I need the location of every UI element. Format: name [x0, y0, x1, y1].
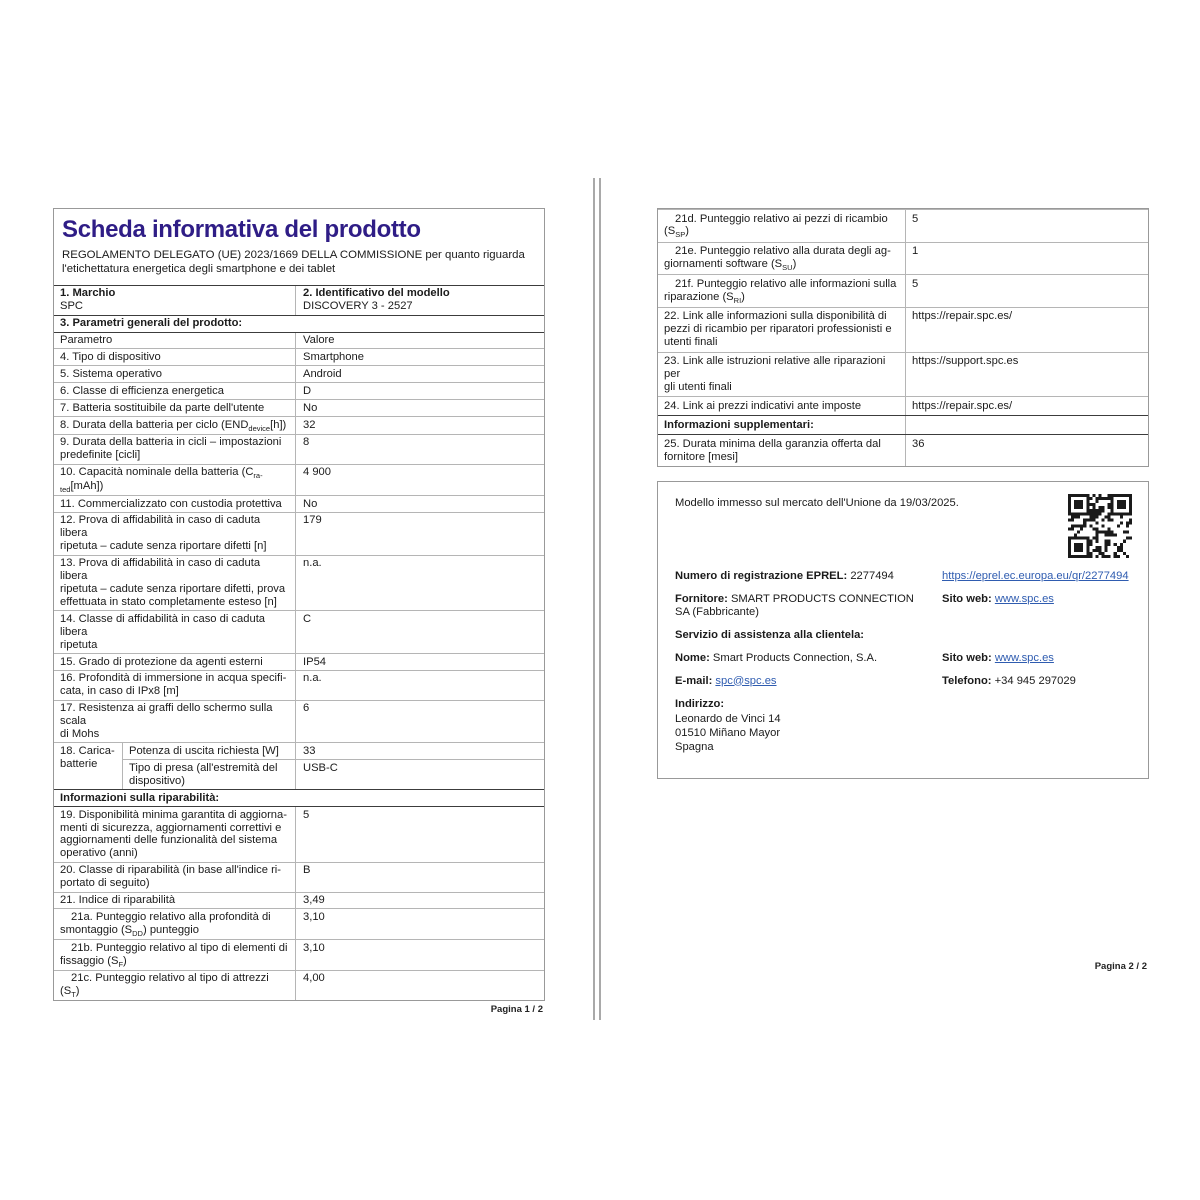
row-value: 6 — [303, 702, 310, 715]
row-value: 1 — [912, 245, 919, 258]
table-row — [54, 434, 544, 464]
row-label: Parametro — [54, 333, 296, 349]
table-row — [658, 242, 1148, 275]
email-label: E-mail: — [675, 674, 713, 687]
table-row — [658, 352, 1148, 397]
row-value: B — [303, 864, 311, 877]
row-value: 4 900 — [303, 466, 331, 479]
eprel-registration — [675, 570, 942, 583]
row-label: 20. Classe di riparabilità (in base all'indice ri- portato di seguito) — [54, 863, 296, 892]
table-subrow — [123, 743, 544, 759]
row-label: 19. Disponibilità minima garantita di aggiorna- menti di sicurezza, aggiornamenti correttivi e aggiornamenti delle funzionalità del sistema operativo (anni) — [54, 807, 296, 862]
row-label: 21e. Punteggio relativo alla durata degli ag- giornamenti software $(S_{SU})$ — [658, 243, 906, 275]
row-label: 14. Classe di affidabilità in caso di caduta libera ripetuta — [54, 611, 296, 653]
row-value: No — [303, 401, 318, 414]
telefono-label: Telefono: — [942, 674, 992, 687]
servizio-label: Servizio di assistenza alla clientela: — [675, 628, 865, 641]
row-label: 12. Prova di affidabilità in caso di caduta libera ripetuta – cadute senza riportare difetti [n] — [54, 513, 296, 555]
table-row — [658, 434, 1148, 466]
supplier-info-box — [657, 481, 1149, 779]
regulation-subtitle: REGOLAMENTO DELEGATO (UE) 2023/1669 DELLA COMMISSIONE per quanto riguarda l'etichettatura energetica degli smartphone e dei tablet — [62, 249, 525, 276]
row-label: 8. Durata della batteria per ciclo $(END_{device}[h])$ — [54, 417, 296, 434]
sito-web-label: Sito web: — [942, 592, 992, 605]
table-row — [54, 399, 544, 416]
row-value: USB-C — [303, 761, 338, 774]
table-row — [54, 806, 544, 862]
row-label: 17. Resistenza ai graffi dello schermo sulla scala di Mohs — [54, 701, 296, 743]
row-value: C — [303, 612, 312, 625]
row-label: Tipo di presa (all'estremità del dispositivo) — [123, 760, 296, 789]
section-header: Informazioni supplementari: — [658, 416, 906, 434]
table-row — [658, 274, 1148, 307]
row-label: 21c. Punteggio relativo al tipo di attrezzi $(S_T)$ — [54, 971, 296, 1001]
row-value: 3,49 — [303, 894, 325, 907]
repairability-links-table — [658, 209, 1148, 466]
row-value: No — [303, 497, 318, 510]
email — [675, 675, 942, 688]
row-label: Potenza di uscita richiesta [W] — [123, 743, 296, 759]
row-label: 4. Tipo di dispositivo — [54, 349, 296, 365]
eprel-row — [675, 570, 1132, 583]
table-row — [54, 789, 544, 806]
address-line: 01510 Miñano Mayor — [675, 726, 781, 739]
row-value: n.a. — [303, 557, 322, 570]
section-header: 3. Parametri generali del prodotto: — [60, 317, 243, 330]
section-header-value — [906, 416, 1148, 434]
row-label: 16. Profondità di immersione in acqua specifi- cata, in caso di IPx8 [m] — [54, 671, 296, 700]
eprel-number: 2277494 — [850, 569, 894, 582]
row-value: IP54 — [303, 655, 327, 668]
page-1 — [53, 208, 545, 1015]
eprel-link[interactable]: https://eprel.ec.europa.eu/qr/2277494 — [942, 569, 1129, 582]
row-value: 32 — [303, 418, 316, 431]
row-value: n.a. — [303, 672, 322, 685]
market-entry-row — [675, 496, 1132, 558]
row-label: 11. Commercializzato con custodia protettiva — [54, 496, 296, 512]
brand-cell: 1. Marchio SPC — [54, 286, 296, 315]
sito-web2-label: Sito web: — [942, 651, 992, 664]
table-row — [54, 512, 544, 555]
nome — [675, 652, 942, 665]
page-2 — [657, 208, 1149, 972]
page1-content-box — [53, 208, 545, 1001]
row-value: 5 — [912, 212, 919, 225]
row-label: 21. Indice di riparabilità — [54, 893, 296, 909]
table-row — [54, 908, 544, 939]
table-row — [54, 382, 544, 399]
table-row — [54, 862, 544, 892]
fornitore — [675, 593, 942, 619]
indirizzo-block — [675, 697, 1132, 754]
fornitore-label: Fornitore: — [675, 592, 728, 605]
row-label: 21a. Punteggio relativo alla profondità di smontaggio $(S_{DD})$ punteggio — [54, 909, 296, 939]
row-label: 22. Link alle informazioni sulla disponibilità di pezzi di ricambio per riparatori professionisti e utenti finali — [658, 308, 906, 352]
sito-web2-link[interactable]: www.spc.es — [994, 651, 1054, 664]
table-row — [54, 742, 544, 789]
address-line: Leonardo de Vinci 14 — [675, 712, 781, 725]
table-row — [54, 653, 544, 670]
table-row — [54, 700, 544, 743]
indirizzo-label: Indirizzo: — [675, 698, 725, 711]
row-label: 15. Grado di protezione da agenti esterni — [54, 654, 296, 670]
row-value: https://repair.spc.es/ — [912, 310, 1013, 323]
row-value: 179 — [303, 514, 322, 527]
table-row — [54, 315, 544, 332]
nome-label: Nome: — [675, 651, 710, 664]
table-row — [54, 495, 544, 512]
table-row — [54, 464, 544, 495]
table-row — [54, 610, 544, 653]
address-line: Spagna — [675, 741, 714, 754]
row-value: Smartphone — [303, 350, 364, 363]
qr-code — [1068, 494, 1132, 558]
nome-row — [675, 652, 1132, 665]
row-label: 21d. Punteggio relativo ai pezzi di ricambio $(S_{SP})$ — [658, 210, 906, 242]
fornitore-value: SMART PRODUCTS CONNECTION SA (Fabbricante) — [675, 592, 914, 618]
table-subrow — [123, 759, 544, 789]
page2-table-box — [657, 208, 1149, 467]
table-row — [54, 939, 544, 970]
row-label: 10. Capacità nominale della batteria ($C_{ra-}$ $_{ted}$[mAh]) — [54, 465, 296, 495]
row-label: 21f. Punteggio relativo alle informazioni sulla riparazione $(S_{RI})$ — [658, 275, 906, 307]
row-value: 5 — [912, 277, 919, 290]
row-label: 13. Prova di affidabilità in caso di caduta libera ripetuta – cadute senza riportare difetti, prova effettuata in stato completamente esteso [n] — [54, 556, 296, 611]
page-title: Scheda informativa del prodotto — [62, 216, 421, 243]
email-link[interactable]: spc@spc.es — [715, 674, 777, 687]
page-separator — [593, 178, 601, 1020]
table-row — [658, 396, 1148, 415]
table-row — [54, 970, 544, 1001]
row-value: 4,00 — [303, 972, 325, 985]
eprel-link-col — [942, 570, 1132, 583]
page1-footer: Pagina 1 / 2 — [490, 1004, 543, 1016]
row-label: 24. Link ai prezzi indicativi ante imposte — [658, 397, 906, 415]
sito-web-link[interactable]: www.spc.es — [994, 592, 1054, 605]
telefono-value: +34 945 297029 — [994, 674, 1076, 687]
table-row — [54, 892, 544, 909]
row-value: Android — [303, 367, 342, 380]
table-row — [54, 285, 544, 315]
row-label: 7. Batteria sostituibile da parte dell'utente — [54, 400, 296, 416]
row-value: 8 — [303, 436, 310, 449]
row-value: https://repair.spc.es/ — [912, 399, 1013, 412]
nome-value: Smart Products Connection, S.A. — [712, 651, 878, 664]
table-row — [54, 348, 544, 365]
nested-subrows — [123, 743, 544, 789]
servizio-row — [675, 629, 1132, 642]
row-value: 5 — [303, 808, 310, 821]
telefono-col — [942, 675, 1132, 688]
section-header: Informazioni sulla riparabilità: — [60, 791, 220, 804]
sito-web-col — [942, 593, 1132, 606]
row-label: 23. Link alle istruzioni relative alle riparazioni per gli utenti finali — [658, 353, 906, 397]
row-value: 36 — [912, 437, 925, 450]
row-label: 25. Durata minima della garanzia offerta dal fornitore [mesi] — [658, 435, 906, 466]
sito-web2-col — [942, 652, 1132, 665]
table-row — [54, 670, 544, 700]
row-label: 21b. Punteggio relativo al tipo di elementi di fissaggio $(S_F)$ — [54, 940, 296, 970]
row-label: 6. Classe di efficienza energetica — [54, 383, 296, 399]
row-label: 5. Sistema operativo — [54, 366, 296, 382]
row-value: D — [303, 384, 312, 397]
row-value: 33 — [303, 744, 316, 757]
fornitore-row — [675, 593, 1132, 619]
page2-footer: Pagina 2 / 2 — [1094, 961, 1147, 972]
model-cell: 2. Identificativo del modello DISCOVERY 3 - 2527 — [303, 287, 450, 313]
row-value: https://support.spc.es — [912, 355, 1019, 368]
table-row — [54, 416, 544, 434]
table-row — [658, 209, 1148, 242]
row-value: 3,10 — [303, 941, 325, 954]
table-row — [54, 555, 544, 611]
table-row — [54, 332, 544, 349]
table-row — [658, 415, 1148, 434]
row-value: 3,10 — [303, 910, 325, 923]
product-parameters-table — [54, 285, 544, 1001]
row-value: Valore — [303, 334, 335, 347]
row-label: 9. Durata della batteria in cicli – impostazioni predefinite [cicli] — [54, 435, 296, 464]
table-row — [658, 307, 1148, 352]
market-entry-text: Modello immesso sul mercato dell'Unione da 19/03/2025. — [675, 496, 959, 509]
email-row — [675, 675, 1132, 688]
row-label: 18. Carica- batterie — [54, 743, 123, 789]
eprel-label: Numero di registrazione EPREL: — [675, 569, 848, 582]
table-row — [54, 365, 544, 382]
